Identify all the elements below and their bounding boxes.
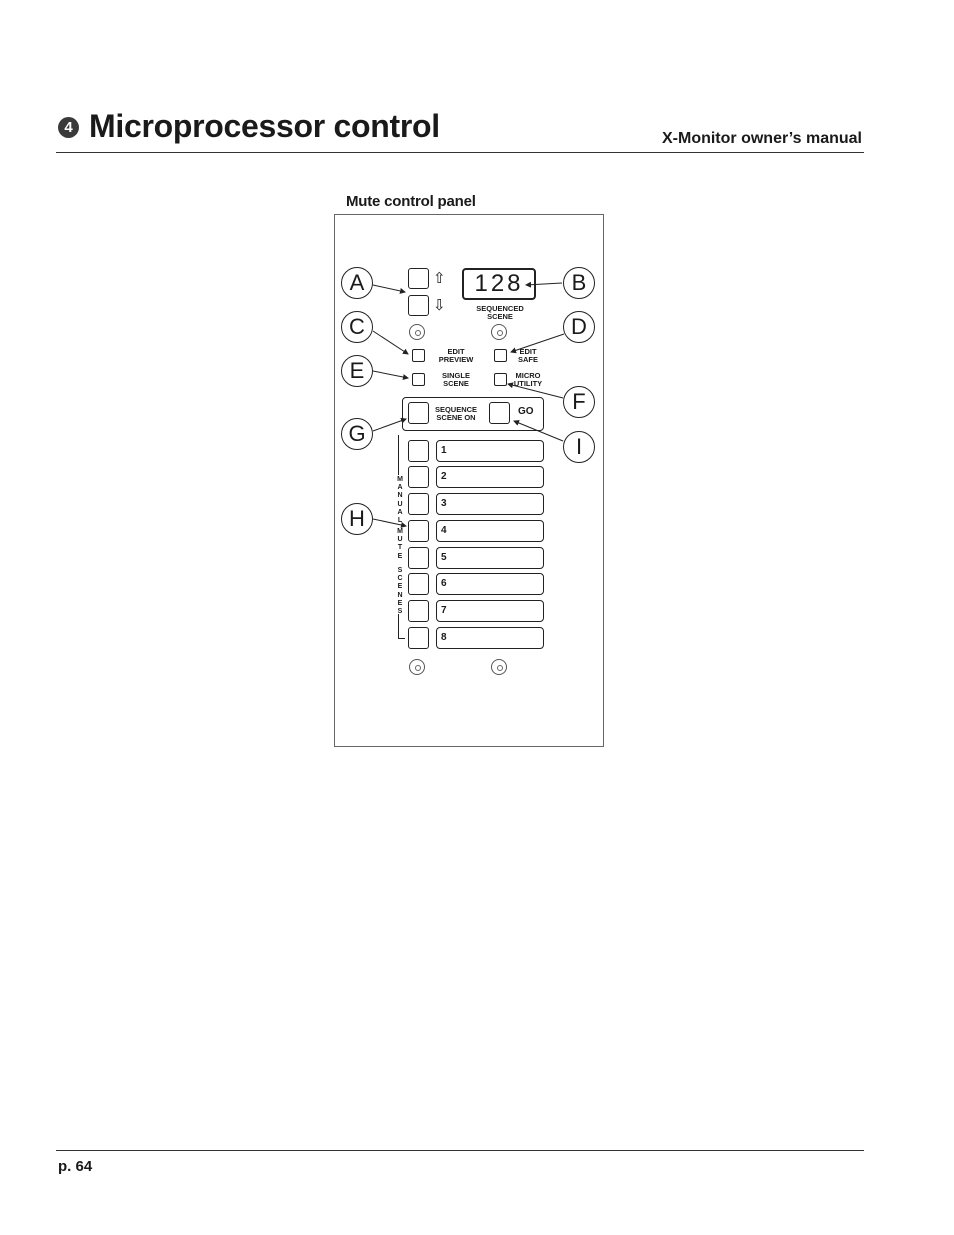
micro-utility-label: MICRO UTILITY [513,371,543,388]
callout-g: G [341,418,373,450]
display-label: SEQUENCED SCENE [476,304,524,321]
down-arrow-icon: ⇩ [433,297,446,314]
manual-title: X-Monitor owner’s manual [661,130,862,147]
figure-caption: Mute control panel [346,193,476,210]
callout-b: B [563,267,595,299]
scene-5-field: 5 [436,547,544,569]
callout-i: I [563,431,595,463]
scene-1-field: 1 [436,440,544,462]
scene-8-field: 8 [436,627,544,649]
callout-a: A [341,267,373,299]
callout-c: C [341,311,373,343]
chapter-number-badge: 4 [58,117,79,138]
single-scene-label: SINGLE SCENE [442,371,470,388]
callout-e: E [341,355,373,387]
page-number: p. 64 [58,1158,93,1175]
vertical-label-scenes: SCENES [397,567,403,616]
sequence-scene-on-label: SEQUENCE SCENE ON [434,405,478,422]
go-label: GO [518,406,534,417]
vertical-label-mute: MUTE [397,528,403,560]
vertical-label-manual: MANUAL [397,476,403,525]
callout-f: F [563,386,595,418]
scene-4-field: 4 [436,520,544,542]
sequenced-scene-display: 128 [462,268,536,300]
up-arrow-icon: ⇧ [433,270,446,287]
edit-preview-label: EDIT PREVIEW [438,347,474,364]
callout-h: H [341,503,373,535]
callout-d: D [563,311,595,343]
edit-safe-label: EDIT SAFE [517,347,538,364]
scene-7-field: 7 [436,600,544,622]
page-title: Microprocessor control [89,108,440,144]
scene-3-field: 3 [436,493,544,515]
scene-6-field: 6 [436,573,544,595]
scene-2-field: 2 [436,466,544,488]
footer-divider [56,1150,864,1151]
